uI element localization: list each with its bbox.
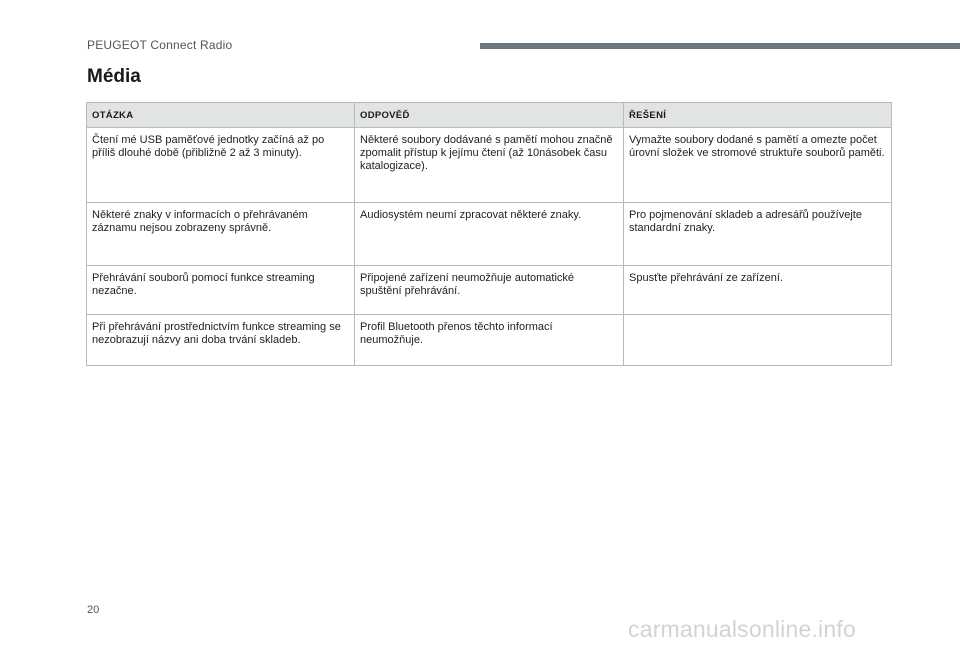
question-cell: Při přehrávání prostřednictvím funkce streaming se nezobrazují názvy ani doba trvání skladeb. (87, 315, 355, 366)
watermark: carmanualsonline.info (628, 616, 856, 642)
solution-cell (624, 315, 892, 366)
solution-cell: Pro pojmenování skladeb a adresářů používejte standardní znaky. (624, 203, 892, 266)
table-row (87, 203, 892, 266)
section-title: Média (87, 66, 141, 87)
column-header-solution: ŘEŠENÍ (624, 103, 892, 128)
column-header-answer: ODPOVĚĎ (355, 103, 624, 128)
table-row (87, 128, 892, 203)
solution-cell: Vymažte soubory dodané s pamětí a omezte počet úrovní složek ve stromové struktuře souborů paměti. (624, 128, 892, 203)
answer-cell: Audiosystém neumí zpracovat některé znaky. (355, 203, 624, 266)
answer-cell: Profil Bluetooth přenos těchto informací neumožňuje. (355, 315, 624, 366)
question-cell: Některé znaky v informacích o přehrávaném záznamu nejsou zobrazeny správně. (87, 203, 355, 266)
question-cell: Přehrávání souborů pomocí funkce streaming nezačne. (87, 266, 355, 315)
running-header-title: PEUGEOT Connect Radio (87, 38, 233, 52)
answer-cell: Připojené zařízení neumožňuje automatické spuštění přehrávání. (355, 266, 624, 315)
table-row (87, 315, 892, 366)
question-cell: Čtení mé USB paměťové jednotky začíná až po příliš dlouhé době (přibližně 2 až 3 minuty). (87, 128, 355, 203)
solution-cell: Spusťte přehrávání ze zařízení. (624, 266, 892, 315)
page-number: 20 (87, 604, 100, 616)
header-accent-bar (480, 43, 960, 49)
faq-table (86, 102, 892, 366)
answer-cell: Některé soubory dodávané s pamětí mohou značně zpomalit přístup k jejímu čtení (až 10násobek času katalogizace). (355, 128, 624, 203)
table-header-row (87, 103, 892, 128)
column-header-question: OTÁZKA (87, 103, 355, 128)
table-row (87, 266, 892, 315)
